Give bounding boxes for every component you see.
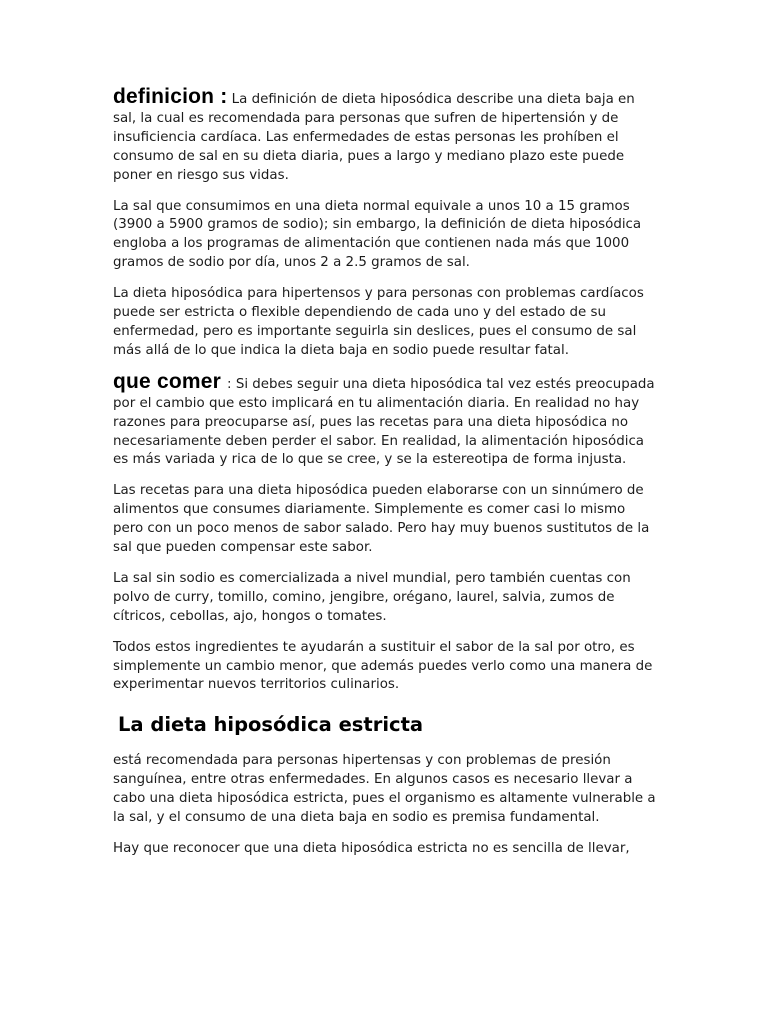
body-paragraph: La sal que consumimos en una dieta normal equivale a unos 10 a 15 gramos (3900 a 5900 gramos de sodio); sin embargo, la definición de dieta hiposódica engloba a los programas de alimentación que contienen nada más que 1000 gramos de sodio por día, unos 2 a 2.5 gramos de sal. <box>113 198 642 271</box>
definicion-heading: definicion : <box>113 85 228 108</box>
body-paragraph: La dieta hiposódica para hipertensos y para personas con problemas cardíacos puede ser estricta o flexible dependiendo de cada uno y del estado de su enfermedad, pero es importante seguirla sin deslices, pues el consumo de sal más allá de lo que indica la dieta baja en sodio puede resultar fatal. <box>113 286 644 358</box>
estricta-heading: La dieta hiposódica estricta <box>118 713 424 737</box>
body-paragraph: La sal sin sodio es comercializada a nivel mundial, pero también cuentas con polvo de curry, tomillo, comino, jengibre, orégano, laurel, salvia, zumos de cítricos, cebollas, ajo, hongos o tomates. <box>113 570 631 624</box>
body-paragraph: Las recetas para una dieta hiposódica pueden elaborarse con un sinnúmero de alimentos que consumes diariamente. Simplemente es comer casi lo mismo pero con un poco menos de sabor salado. Pero hay muy buenos sustitutos de la sal que pueden compensar este sabor. <box>113 483 650 556</box>
que-comer-paragraph <box>113 369 658 471</box>
body-paragraph: está recomendada para personas hipertensas y con problemas de presión sanguínea, entre otras enfermedades. En algunos casos es necesario llevar a cabo una dieta hiposódica estricta, pues el organismo es altamente vulnerable a la sal, y el consumo de una dieta baja en sodio es premisa fundamental. <box>113 753 656 826</box>
body-paragraph: Todos estos ingredientes te ayudarán a sustituir el sabor de la sal por otro, es simplemente un cambio menor, que además puedes verlo como una manera de experimentar nuevos territorios culinarios. <box>113 639 653 693</box>
definicion-paragraph <box>113 85 658 186</box>
definicion-text: La definición de dieta hiposódica describe una dieta baja en sal, la cual es recomendada para personas que sufren de hipertensión y de insuficiencia cardíaca. Las enfermedades de estas personas les prohíben el consumo de sal en su dieta diaria, pues a largo y mediano plazo este puede poner en riesgo sus vidas. <box>113 92 635 183</box>
que-comer-text: : Si debes seguir una dieta hiposódica tal vez estés preocupada por el cambio que esto implicará en tu alimentación diaria. En realidad no hay razones para preocuparse así, pues las recetas para una dieta hiposódica no necesariamente deben perder el sabor. En realidad, la alimentación hiposódica es más variada y rica de lo que se cree, y se la estereotipa de forma injusta. <box>113 376 655 468</box>
body-paragraph: Hay que reconocer que una dieta hiposódica estricta no es sencilla de llevar, <box>113 841 630 856</box>
que-comer-heading: que comer <box>113 369 228 393</box>
document-body <box>113 85 658 871</box>
